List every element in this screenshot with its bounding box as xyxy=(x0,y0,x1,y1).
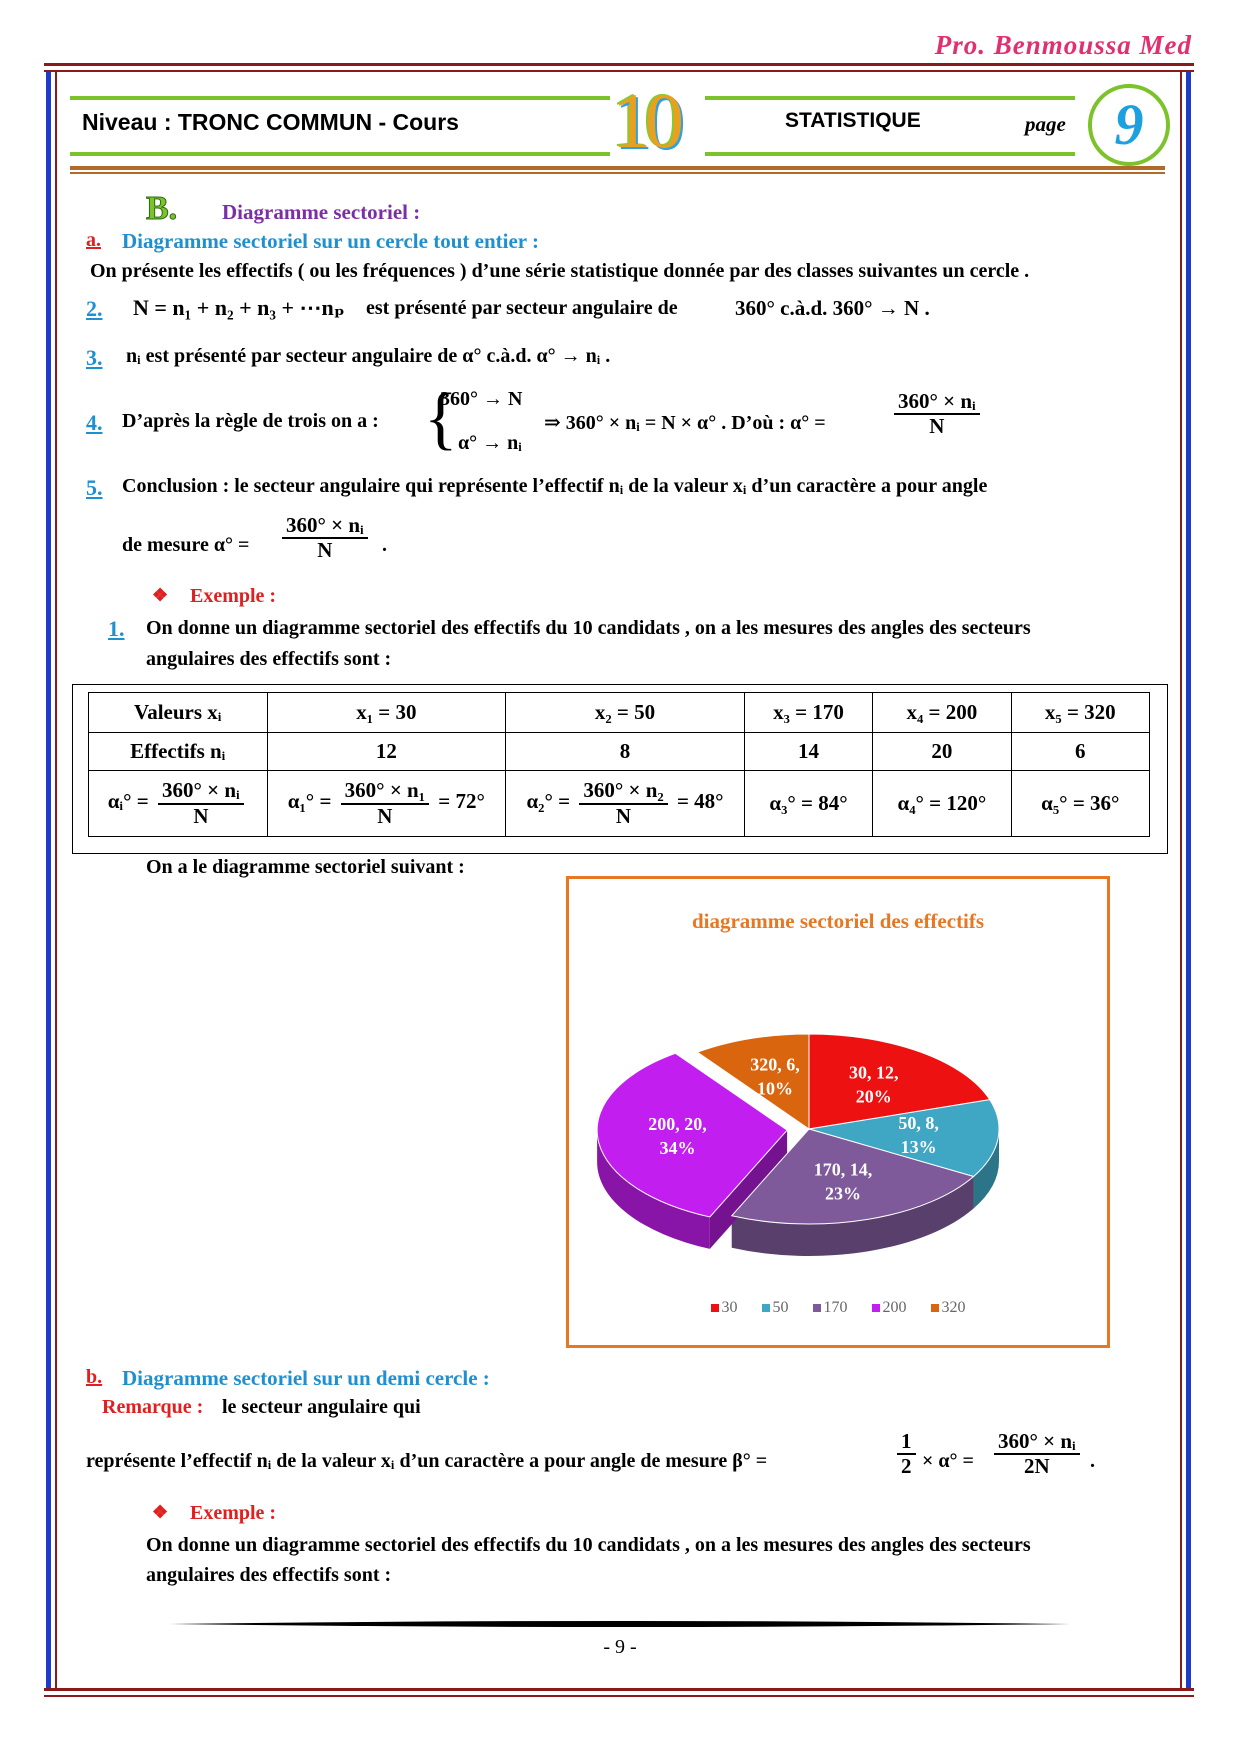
part-b-label: b. xyxy=(86,1366,103,1388)
cell-n1: 12 xyxy=(267,733,506,771)
legend-label: 50 xyxy=(772,1299,789,1316)
example-2-title: Exemple : xyxy=(190,1502,277,1524)
system-brace: { xyxy=(424,380,458,457)
item-5-number: 5. xyxy=(86,475,103,500)
example-1-bullet: ❖ xyxy=(152,585,169,605)
page-number-circle xyxy=(1088,84,1170,166)
left-border-line-2 xyxy=(55,72,57,1688)
page-word: page xyxy=(1025,112,1066,136)
item-2-tail: 360° c.à.d. 360° → N . xyxy=(735,296,930,320)
system-line-2: α° → nᵢ xyxy=(458,432,522,454)
part-a-title: Diagramme sectoriel sur un cercle tout entier : xyxy=(122,229,539,253)
cell-n3: 14 xyxy=(744,733,872,771)
cell-alpha-4: α₄° = 120° xyxy=(873,771,1011,837)
footer-page-number: - 9 - xyxy=(603,1636,637,1658)
alpha-1-label: α₁° = xyxy=(287,789,332,814)
cell-alpha-2 xyxy=(506,771,745,837)
remark-text: le secteur angulaire qui xyxy=(222,1396,421,1418)
half-fraction xyxy=(893,1430,920,1478)
cell-n4: 20 xyxy=(873,733,1011,771)
header-subject-box xyxy=(705,96,1075,156)
fraction-denominator: N xyxy=(377,803,393,828)
times-alpha: × α° = xyxy=(922,1450,974,1472)
part-b-end: . xyxy=(1090,1450,1095,1472)
part-b-line-2: représente l’effectif nᵢ de la valeur xᵢ d’un caractère a pour angle de mesure β° = xyxy=(86,1450,768,1472)
cell-header-effectifs: Effectifs nᵢ xyxy=(89,733,268,771)
header-separator xyxy=(70,166,1165,170)
fraction-numerator: 360° × nᵢ xyxy=(894,390,980,415)
fraction-numerator: 1 xyxy=(897,1430,916,1455)
section-b-title: Diagramme sectoriel : xyxy=(222,200,421,224)
alpha-2-result: = 48° xyxy=(676,789,724,814)
top-border-line-2 xyxy=(44,70,1194,72)
diagram-intro: On a le diagramme sectoriel suivant : xyxy=(146,856,465,878)
remark-label: Remarque : xyxy=(102,1396,204,1418)
cell-x1: x₁ = 30 xyxy=(267,693,506,733)
cell-n2: 8 xyxy=(506,733,745,771)
legend-item-170 xyxy=(813,1299,848,1317)
cell-n5: 6 xyxy=(1011,733,1149,771)
part-a-intro: On présente les effectifs ( ou les fréquences ) d’une série statistique donnée par des classes suivantes un cercle . xyxy=(90,260,1030,282)
part-b-fraction xyxy=(990,1430,1084,1478)
legend-item-30 xyxy=(711,1299,738,1317)
cell-x5: x₅ = 320 xyxy=(1011,693,1149,733)
fraction-denominator: N xyxy=(193,803,209,828)
pie-data-label-200: 200, 20, 34% xyxy=(648,1113,707,1158)
logo-number: 10 xyxy=(612,77,678,164)
fraction-numerator: 360° × nᵢ xyxy=(158,779,244,804)
example-1-title: Exemple : xyxy=(190,585,277,607)
legend-label: 200 xyxy=(882,1299,907,1316)
fraction-numerator: 360° × nᵢ xyxy=(994,1430,1080,1455)
header-subject: STATISTIQUE xyxy=(785,109,921,132)
fraction-numerator: 360° × nᵢ xyxy=(282,514,368,539)
cell-alpha-3: α₃° = 84° xyxy=(744,771,872,837)
legend-label: 320 xyxy=(941,1299,966,1316)
cell-alpha-formula xyxy=(89,771,268,837)
chart-title: diagramme sectoriel des effectifs xyxy=(691,909,985,933)
cell-x3: x₃ = 170 xyxy=(744,693,872,733)
part-b-title: Diagramme sectoriel sur un demi cercle : xyxy=(122,1366,490,1390)
item-2-number: 2. xyxy=(86,296,103,321)
pie-data-label-50: 50, 8, 13% xyxy=(898,1112,939,1157)
example-1-number: 1. xyxy=(108,616,125,641)
legend-swatch xyxy=(711,1304,719,1312)
fraction-denominator: 2N xyxy=(1024,1454,1050,1479)
section-b-letter: B. xyxy=(146,190,178,227)
item-4-implies: ⇒ 360° × nᵢ = N × α° . D’où : α° = xyxy=(544,412,826,434)
system-line-1: 360° → N xyxy=(440,388,523,410)
legend-label: 170 xyxy=(823,1299,848,1316)
chart-frame xyxy=(566,876,1110,1348)
legend-item-50 xyxy=(762,1299,789,1317)
example-1-text-2: angulaires des effectifs sont : xyxy=(146,648,392,670)
example-1-text-1: On donne un diagramme sectoriel des effectifs du 10 candidats , on a les mesures des angles des secteurs xyxy=(146,617,1031,639)
cell-header-values: Valeurs xᵢ xyxy=(89,693,268,733)
example-2-text-2: angulaires des effectifs sont : xyxy=(146,1564,392,1586)
right-border-line-2 xyxy=(1180,72,1182,1688)
item-4-text: D’après la règle de trois on a : xyxy=(122,410,379,432)
example-2-bullet: ❖ xyxy=(152,1502,169,1522)
bottom-border-line xyxy=(44,1688,1194,1691)
left-border-line xyxy=(46,72,51,1688)
item-3-text: nᵢ est présenté par secteur angulaire de α° c.à.d. α° → nᵢ . xyxy=(126,345,611,367)
item-5-fraction xyxy=(278,514,372,562)
legend-swatch xyxy=(762,1304,770,1312)
item-5-line2: de mesure α° = xyxy=(122,534,250,556)
legend-swatch xyxy=(872,1304,880,1312)
item-3-number: 3. xyxy=(86,345,103,370)
item-4-fraction xyxy=(890,390,984,438)
fraction-numerator: 360° × n₁ xyxy=(341,779,429,804)
author-signature: Pro. Benmoussa Med xyxy=(934,30,1192,60)
example-2-text-1: On donne un diagramme sectoriel des effectifs du 10 candidats , on a les mesures des angles des secteurs xyxy=(146,1534,1031,1556)
legend-item-320 xyxy=(931,1299,966,1317)
item-5-end: . xyxy=(382,534,387,556)
item-5-text: Conclusion : le secteur angulaire qui représente l’effectif nᵢ de la valeur xᵢ d’un caractère a pour angle xyxy=(122,475,988,497)
item-2-equation: N = n₁ + n₂ + n₃ + ⋯nₚ xyxy=(133,295,345,320)
item-2-text: est présenté par secteur angulaire de xyxy=(366,297,678,319)
alpha-2-label: α₂° = xyxy=(526,789,571,814)
pie-data-label-30: 30, 12, 20% xyxy=(849,1062,899,1107)
cell-alpha-1 xyxy=(267,771,506,837)
cell-x2: x₂ = 50 xyxy=(506,693,745,733)
header-separator-2 xyxy=(70,172,1165,174)
alpha-1-result: = 72° xyxy=(438,789,485,814)
cell-alpha-5: α₅° = 36° xyxy=(1011,771,1149,837)
item-4-number: 4. xyxy=(86,410,103,435)
right-border-line xyxy=(1186,72,1191,1688)
fraction-denominator: N xyxy=(317,538,333,563)
top-border-line xyxy=(44,63,1194,66)
cell-x4: x₄ = 200 xyxy=(873,693,1011,733)
fraction-numerator: 360° × n₂ xyxy=(579,779,667,804)
part-a-label: a. xyxy=(86,229,101,251)
legend-swatch xyxy=(931,1304,939,1312)
legend-item-200 xyxy=(872,1299,907,1317)
pie-chart xyxy=(569,989,1107,1319)
chart-legend xyxy=(569,1299,1107,1317)
values-table xyxy=(88,692,1150,837)
fraction-denominator: N xyxy=(929,414,945,439)
header-level: Niveau : TRONC COMMUN - Cours xyxy=(82,109,459,135)
fraction-denominator: 2 xyxy=(901,1454,912,1479)
alpha-i-label: αᵢ° = xyxy=(107,789,149,814)
pie-data-label-320: 320, 6, 10% xyxy=(750,1054,800,1099)
legend-label: 30 xyxy=(721,1299,738,1316)
header-level-box xyxy=(70,96,610,156)
legend-swatch xyxy=(813,1304,821,1312)
page-number: 9 xyxy=(1114,92,1144,157)
fraction-denominator: N xyxy=(615,803,632,828)
footer-divider xyxy=(170,1619,1070,1629)
pie-data-label-170: 170, 14, 23% xyxy=(813,1159,873,1204)
bottom-border-line-2 xyxy=(44,1695,1194,1697)
